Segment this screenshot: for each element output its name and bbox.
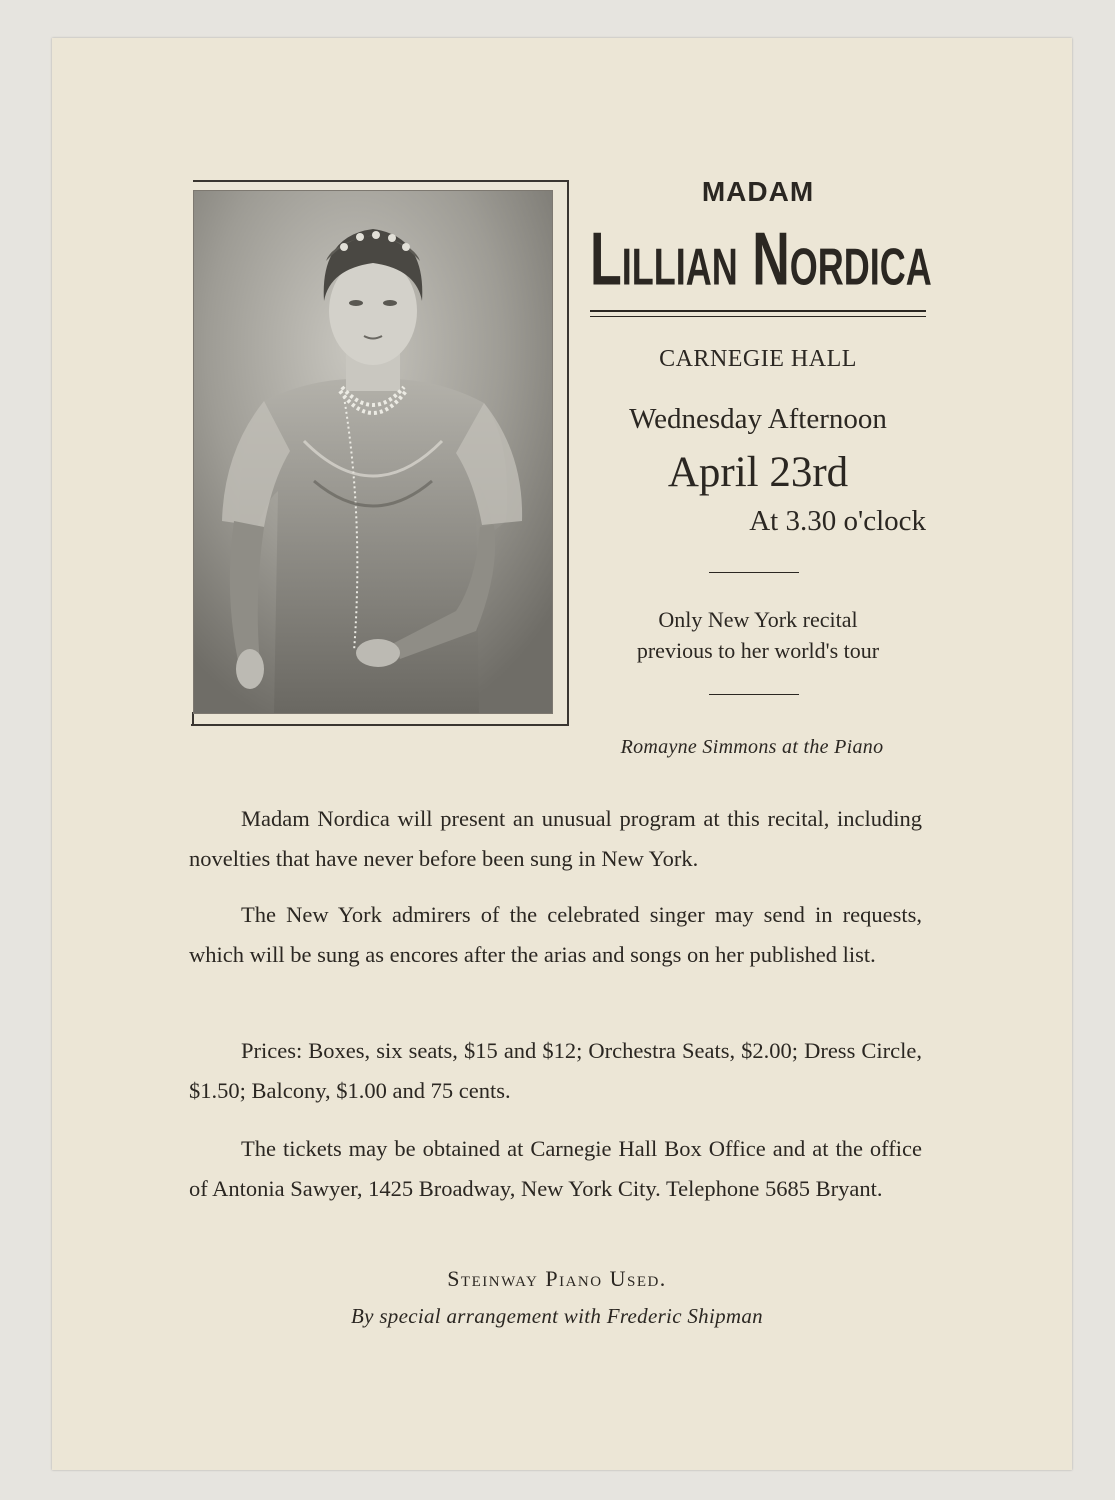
- prices-paragraph: Prices: Boxes, six seats, $15 and $12; Orchestra Seats, $2.00; Dress Circle, $1.50; Balcony, $1.00 and 75 cents.: [189, 1038, 922, 1103]
- venue: CARNEGIE HALL: [659, 346, 857, 372]
- piano-credit: Steinway Piano Used.: [447, 1266, 667, 1291]
- title-rule-thin: [590, 316, 926, 317]
- tickets-paragraph: The tickets may be obtained at Carnegie Hall Box Office and at the office of Antonia Sawyer, 1425 Broadway, New York City. Telephone 5685 Bryant.: [189, 1136, 922, 1201]
- title-rule-thick: [590, 310, 926, 312]
- title-prefix: MADAM: [701, 176, 815, 207]
- arrangement-credit: By special arrangement with Frederic Shipman: [351, 1304, 763, 1328]
- portrait-frame: [193, 180, 569, 726]
- recital-note-line1: Only New York recital: [658, 607, 858, 632]
- portrait-illustration: [194, 191, 552, 713]
- event-day: Wednesday Afternoon: [629, 403, 887, 435]
- divider-rule: [709, 572, 799, 573]
- recital-note: [590, 604, 926, 666]
- frame-left-tick: [192, 712, 194, 726]
- frame-bottom-rule: [191, 724, 569, 726]
- event-time: At 3.30 o'clock: [749, 505, 926, 537]
- program-paragraph: Madam Nordica will present an unusual program at this recital, including novelties that have never before been sung in New York.: [189, 806, 922, 871]
- event-date: April 23rd: [667, 449, 849, 496]
- portrait-photo: [193, 190, 553, 714]
- accompanist: Romayne Simmons at the Piano: [620, 736, 884, 758]
- requests-paragraph: The New York admirers of the celebrated singer may send in requests, which will be sung as encores after the arias and songs on her published list.: [189, 902, 922, 967]
- handbill-sheet: [52, 38, 1072, 1470]
- divider-rule: [709, 694, 799, 695]
- performer-name-text: Lillian Nordica: [590, 217, 932, 302]
- performer-name: [590, 217, 932, 302]
- recital-note-line2: previous to her world's tour: [636, 638, 880, 663]
